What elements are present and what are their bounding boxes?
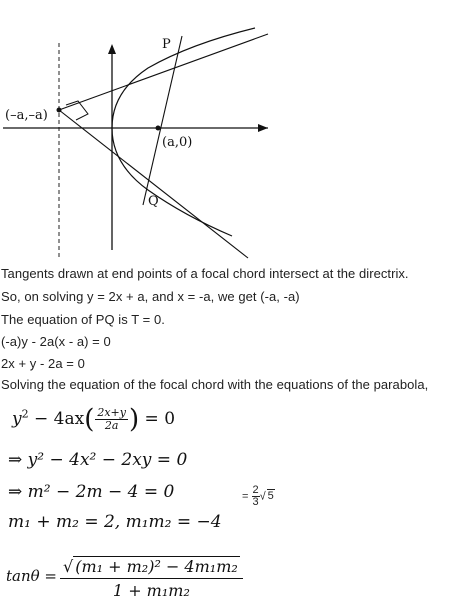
x-axis-arrow (258, 124, 268, 132)
equation-4: m₁ + m₂ = 2, m₁m₂ = −4 (8, 512, 222, 532)
parabola-curve (112, 28, 255, 236)
text-line-3: The equation of PQ is T = 0. (1, 312, 165, 327)
text-line-5: 2x + y - 2a = 0 (1, 356, 85, 371)
tan-equation: tanθ = $\frac{\text{√ (m₁ + m₂)² − 4m₁m₂}}{\text{1 + m₁m₂}}$ (6, 557, 256, 603)
parabola-diagram (0, 0, 475, 262)
equation-3: ⇒ m² − 2m − 4 = 0 (8, 482, 175, 502)
label-intersection: (–a,–a) (5, 108, 48, 123)
label-focus: (a,0) (162, 135, 193, 150)
y-axis-arrow (108, 44, 116, 54)
text-line-1: Tangents drawn at end points of a focal chord intersect at the directrix. (1, 266, 409, 281)
text-line-2: So, on solving y = 2x + a, and x = -a, we get (-a, -a) (1, 289, 300, 304)
text-line-4: (-a)y - 2a(x - a) = 0 (1, 334, 111, 349)
text-line-6: Solving the equation of the focal chord with the equations of the parabola, (1, 377, 429, 392)
side-note: = $\frac{2}{3}$ √ 5 (242, 484, 274, 508)
tan-fraction: $\frac{\text{√ (m₁ + m₂)² − 4m₁m₂}}{\text{1 + m₁m₂}}$ (60, 557, 243, 600)
fraction: $\frac{2x+y}{2a}$ (97, 406, 126, 432)
intersection-point (57, 108, 62, 113)
focal-chord-pq (143, 36, 182, 205)
equation-2: ⇒ y² − 4x² − 2xy = 0 (8, 450, 188, 470)
equation-1: $y^2 - 4ax$( $\frac{2x+y}{2a}$ ) = 0 (12, 404, 176, 435)
label-q: Q (148, 194, 159, 209)
label-p: P (162, 37, 171, 52)
focus-point (156, 126, 161, 131)
tangent-at-q (59, 110, 248, 258)
